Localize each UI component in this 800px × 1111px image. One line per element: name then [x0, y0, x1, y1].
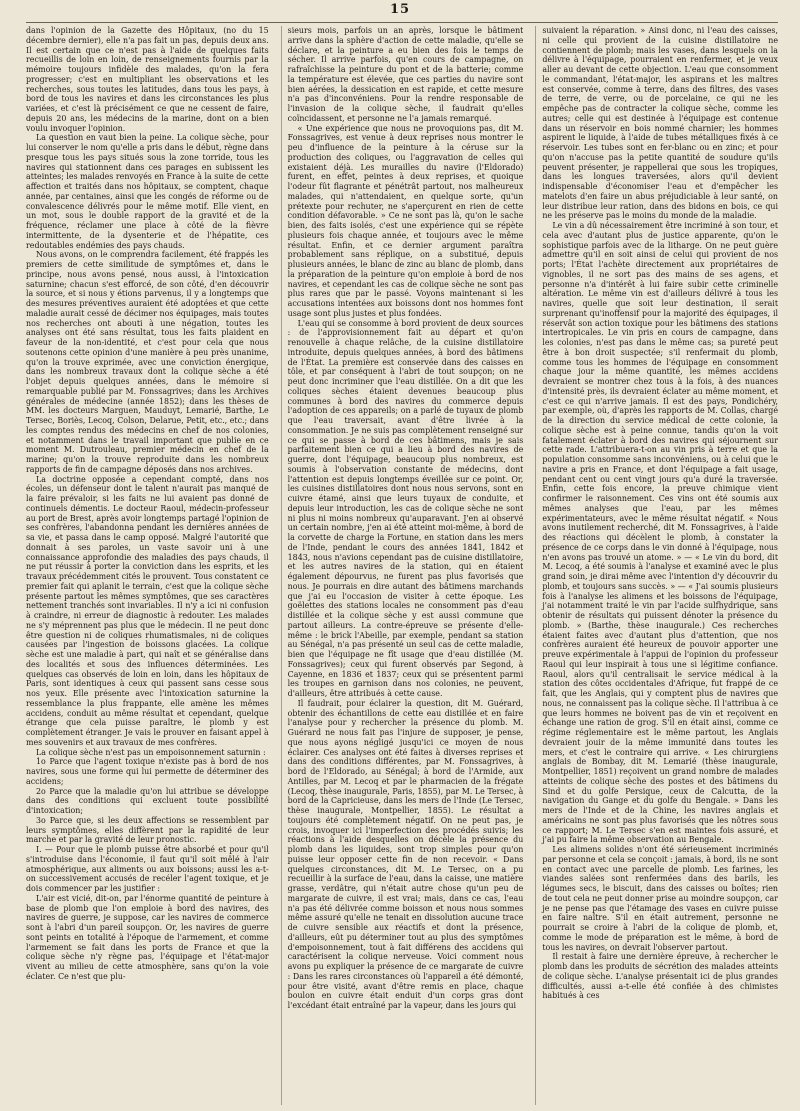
paragraph: L'eau qui se consomme à bord provient de deux sources : de l'approvisionnement fait au départ et qu'on renouvelle à chaque relâche, de la cuisine distillatoire introduite, depuis quelques années, à bord des bâtimens de l'État. La première est conservée dans des caisses en tôle, et par conséquent à l'abri de tout soupçon; on ne peut donc incriminer que l'eau distillée. On a dit que les coliques sèches étaient devenues beaucoup plus communes à bord des navires du commerce depuis l'adoption de ces appareils; on a parlé de tuyaux de plomb que l'eau traversait, avant d'être livrée à la consommation. Je ne suis pas complètement renseigné sur ce qui se passe à bord de ces bâtimens, mais je sais parfaitement bien ce qui a lieu à bord des navires de guerre, dont l'équipage, beaucoup plus nombreux, est soumis à l'observation constante de médecins, dont l'attention est depuis longtemps éveillée sur ce point. Or, les cuisines distillatoires dont nous nous servons, sont en cuivre étamé, ainsi que leurs tuyaux de conduite, et depuis leur introduction, les cas de colique sèche ne sont ni plus ni moins nombreux qu'auparavant. J'en ai observé un certain nombre, j'en ai été atteint moi-même, à bord de la corvette de charge la Fortune, en station dans les mers de l'Inde, pendant le cours des années 1841, 1842 et 1843, nous n'avions cependant pas de cuisine distillatoire, et les autres navires de la station, qui en étaient également dépourvus, ne furent pas plus favorisés que nous. Je pourrais en dire autant des bâtimens marchands que j'ai eu l'occasion de visiter à cette époque. Les goëlettes des stations locales ne consomment pas d'eau distillée et la colique sèche y est aussi commune que partout ailleurs. La contre-épreuve se présente d'elle-même : le brick l'Abeille, par exemple, pendant sa station au Sénégal, n'a pas présenté un seul cas de cette maladie, bien que l'équipage ne fît usage que d'eau distillée (M. Fonssagrives); ceux qui furent observés par Segond, à Cayenne, en 1836 et 1837; ceux qui se présentent parmi les troupes en garnison dans nos colonies, ne peuvent, d'ailleurs, être attribués à cette cause. [287, 318, 524, 698]
paragraph: « Une expérience que nous ne provoquions pas, dit M. Fonssagrives, est venue à deux reprises nous montrer le peu d'influence de la peinture à la céruse sur la production des coliques, ou l'aggravation de celles qui existaient déjà. Les murailles du navire (l'Eldorado) furent, en effet, peintes à deux reprises, et quoique l'odeur fût flagrante et pénétrât partout, nos malheureux malades, qui n'attendaient, en quelque sorte, qu'un prétexte pour rechuter, ne s'aperçurent en rien de cette condition défavorable. » Ce ne sont pas là, qu'on le sache bien, des faits isolés, c'est une expérience qui se répète plusieurs fois chaque année, et toujours avec le même résultat. Enfin, et ce dernier argument paraîtra probablement sans réplique, on a substitué, depuis plusieurs années, le blanc de zinc au blanc de plomb, dans la préparation de la peinture qu'on emploie à bord de nos navires, et cependant les cas de colique sèche ne sont pas plus rares que par le passé. Voyons maintenant si les accusations intentées aux boissons dont nos hommes font usage sont plus justes et plus fondées. [287, 123, 524, 318]
paragraph: 2o Parce que la maladie qu'on lui attribue se développe dans des conditions qui excluent toute possibilité d'intoxication; [26, 786, 269, 815]
paragraph: Il restait à faire une dernière épreuve, à rechercher le plomb dans les produits de sécrétion des malades atteints de colique sèche. L'analyse présentait ici de plus grandes difficultés, aussi a-t-elle été confiée à des chimistes habitués à ces [542, 952, 778, 1001]
paragraph: Il faudrait, pour éclairer la question, dit M. Guérard, obtenir des échantillons de cette eau distillée et en faire l'analyse pour y rechercher la présence du plomb. M. Guérard ne nous fait pas l'injure de supposer, je pense, que nous ayons négligé jusqu'ici ce moyen de nous éclairer. Ces analyses ont été faites à diverses reprises et dans des conditions différentes, par M. Fonssagrives, à bord de l'Eldorado, au Sénégal; à bord de l'Armide, aux Antilles, par M. Lecoq et par le pharmacien de la frégate (Lecoq, thèse inaugurale, Paris, 1855), par M. Le Tersec, à bord de la Capricieuse, dans les mers de l'Inde (Le Tersec, thèse inaugurale, Montpellier, 1855). Le résultat a toujours été complètement négatif. On ne peut pas, je crois, invoquer ici l'imperfection des procédés suivis; les réactions à l'aide desquelles on décèle la présence du plomb dans les liquides, sont trop simples pour qu'on puisse leur opposer cette fin de non recevoir. « Dans quelques circonstances, dit M. Le Tersec, on a pu recueillir à la surface de l'eau, dans la caisse, une matière grasse, verdâtre, qui n'était autre chose qu'un peu de margarate de cuivre, il est vrai; mais, dans ce cas, l'eau n'a pas été délivrée comme boisson et nous nous sommes même assuré qu'elle ne tenait en dissolution aucune trace de cuivre sensible aux réactifs et dont la présence, d'ailleurs, eût pu déterminer tout au plus des symptômes d'empoisonnement, tout à fait différens des accidens qui caractérisent la colique nerveuse. Voici comment nous avons pu expliquer la présence de ce margarate de cuivre : Dans les rares circonstances où l'appareil a été démonté, pour être visité, avant d'être remis en place, chaque boulon en cuivre était enduit d'un corps gras dont l'excédant était entraîné par la vapeur, dans les jours qui [287, 698, 524, 1010]
paragraph: L'air est vicié, dit-on, par l'énorme quantité de peinture à base de plomb que l'on emploie à bord des navires, des navires de guerre, je suppose, car les navires de commerce sont à l'abri d'un pareil soupçon. Or, les navires de guerre sont peints en totalité à l'époque de l'armement, et comme l'armement se fait dans les ports de France et que la colique sèche n'y règne pas, l'équipage et l'état-major vivent au milieu de cette atmosphère, sans qu'on la voie éclater. Ce n'est que plu- [26, 893, 269, 981]
paragraph: suivaient la réparation. » Ainsi donc, ni l'eau des caisses, ni celle qui provient de la cuisine distillatoire ne contiennent de plomb; mais les vases, dans lesquels on la délivre à l'équipage, pourraient en renfermer, et je veux aller au devant de cette objection. L'eau que consomment le commandant, l'état-major, les aspirans et les maîtres est conservée, comme à terre, dans des filtres, des vases de terre, de verre, ou de porcelaine, ce qui ne les empêche pas de contracter la colique sèche, comme les autres; celle qui est destinée à l'équipage est contenue dans un réservoir en bois nommé charnier; les hommes aspirent le liquide, à l'aide de tubes métalliques fixés à ce réservoir. Les tubes sont en fer-blanc ou en zinc; et pour qu'on n'accuse pas la petite quantité de soudure qu'ils peuvent présenter, je rappellerai que sous les tropiques, dans les longues traversées, alors qu'il devient indispensable d'économiser l'eau et d'empêcher les matelots d'en faire un abus préjudiciable à leur santé, on leur distribue leur ration, dans des bidons en bois, ce qui ne les préserve pas le moins du monde de la maladie. [542, 26, 778, 221]
paragraph: Le vin a dû nécessairement être incriminé à son tour, et cela avec d'autant plus de justice apparente, qu'on le sophistique parfois avec de la litharge. On ne peut guère admettre qu'il en soit ainsi de celui qui provient de nos ports; l'État l'achète directement aux propriétaires de vignobles, il ne sort pas des mains de ses agens, et personne n'a d'intérêt à lui faire subir cette criminelle altération. Le même vin est d'ailleurs délivré à tous les navires, quelle que soit leur destination, il serait surprenant qu'inoffensif pour la majorité des équipages, il réservât son action toxique pour les bâtimens des stations intertropicales. Le vin pris en cours de campagne, dans les colonies, n'est pas dans le même cas; sa pureté peut être à bon droit suspectée; s'il renfermait du plomb, comme tous les hommes de l'équipage en consomment chaque jour la même quantité, les mêmes accidens devraient se montrer chez tous à la fois, à des nuances d'intensité près, ils devraient éclater au même moment, et c'est ce qui n'arrive jamais. Il est des pays, Pondichéry, par exemple, où, d'après les rapports de M. Collas, chargé de la direction du service médical de cette colonie, la colique sèche est à peine connue, tandis qu'on la voit fatalement éclater à bord des navires qui séjournent sur cette rade. L'attribuera-t-on au vin pris à terre et que la population consomme sans inconvéniens, ou à celui que le navire a pris en France, et dont l'équipage a fait usage, pendant cent ou cent vingt jours qu'a duré la traversée. Enfin, cette fois encore, la preuve chimique vient confirmer le raisonnement. Ces vins ont été soumis aux mêmes analyses que l'eau, par les mêmes expérimentateurs, avec le même résultat négatif. « Nous avons inutilement recherché, dit M. Fonssagrives, à l'aide des réactions qui décèlent le plomb, à constater la présence de ce corps dans le vin donné à l'équipage, nous n'en avons pas trouvé un atome. » — « Le vin du bord, dit M. Lecoq, a été soumis à l'analyse et examiné avec le plus grand soin, je dirai même avec l'intention d'y découvrir du plomb, et toujours sans succès. » — « J'ai soumis plusieurs fois à l'analyse les alimens et les boissons de l'équipage, j'ai notamment traité le vin par l'acide sulfhydrique, sans obtenir de résultats qui puissent dénoter la présence du plomb. » (Barthe, thèse inaugurale.) Ces recherches étaient faites avec d'autant plus d'attention, que nos confrères auraient été heureux de pouvoir apporter une preuve expérimentale à l'appui de l'opinion du professeur Raoul qui leur inspirait à tous une si légitime confiance. Raoul, alors qu'il centralisait le service médical à la station des côtes occidentales d'Afrique, fut frappé de ce fait, que les Anglais, qui y comptent plus de navires que nous, ne connaissent pas la colique sèche. Il l'attribua à ce que leurs hommes ne boivent pas de vin et reçoivent en échange une ration de grog. S'il en était ainsi, comme ce régime réglementaire est le même partout, les Anglais devraient jouir de la même immunité dans toutes les mers, et c'est le contraire qui arrive. « Les chirurgiens anglais de Bombay, dit M. Lemarié (thèse inaugurale, Montpellier, 1851) reçoivent un grand nombre de malades atteints de colique sèche des postes et des bâtimens du Sind et du golfe Persique, ceux de Calcutta, de la navigation du Gange et du golfe du Bengale. » Dans les mers de l'Inde et de la Chine, les navires anglais et américains ne sont pas plus favorisés que les nôtres sous ce rapport; M. Le Tersec s'en est maintes fois assuré, et j'ai pu faire la même observation au Bengale. [542, 221, 778, 845]
paragraph: La colique sèche n'est pas un empoisonnement saturnin : [36, 747, 266, 757]
column-middle [281, 26, 524, 1105]
paragraph: Les alimens solides n'ont été sérieusement incriminés par personne et cela se conçoit : jamais, à bord, ils ne sont en contact avec une parcelle de plomb. Les farines, les viandes salées sont renfermées dans des barils, les légumes secs, le biscuit, dans des caisses ou boîtes; rien de tout cela ne peut donner prise au moindre soupçon, car je ne pense pas que l'étamage des vases en cuivre puisse en faire naître. S'il en était autrement, personne ne pourrait se croire à l'abri de la colique de plomb, et, comme le mode de préparation est le même, à bord de tous les navires, on devrait l'observer partout. [542, 845, 778, 952]
paragraph: La doctrine opposée a cependant compté, dans nos écoles, un défenseur dont le talent n'aurait pas manqué de la faire prévaloir, si les faits ne lui avaient pas donné de continuels démentis. Le docteur Raoul, médecin-professeur au port de Brest, après avoir longtemps partagé l'opinion de ses confrères, l'abandonna pendant les dernières années de sa vie, et passa dans le camp opposé. Malgré l'autorité que donnait à ses paroles, un vaste savoir uni à une connaissance approfondie des maladies des pays chauds, il ne put réussir à porter la conviction dans les esprits, et les travaux précédemment cités le prouvent. Tous constatent ce premier fait qui aplanit le terrain, c'est que la colique sèche présente partout les mêmes symptômes, que ses caractères nettement tranchés sont invariables. Il n'y a ici ni confusion à craindre, ni erreur de diagnostic à redouter. Les malades ne s'y méprennent pas plus que le médecin. Il ne peut donc être question ni de coliques rhumatismales, ni de coliques causées par l'ingestion de boissons glacées. La colique sèche est une maladie à part, qui naît et se généralise dans des localités et sous des influences déterminées. Les quelques cas observés de loin en loin, dans les hôpitaux de Paris, sont identiques à ceux qui passent sans cesse sous nos yeux. Elle présente avec l'intoxication saturnine la ressemblance la plus frappante, elle amène les mêmes accidens, conduit au même résultat et cependant, quelque étrange que cela puisse paraître, le plomb y est complètement étranger. Je vais le prouver en faisant appel à mes souvenirs et aux travaux de mes confrères. [26, 474, 269, 747]
header-rule [26, 22, 778, 23]
column-left [26, 26, 269, 1105]
page-number: 15 [389, 2, 411, 17]
column-right [535, 26, 778, 1105]
text-columns [26, 26, 778, 1105]
paragraph: Nous avons, on le comprendra facilement, été frappés les premiers de cette similitude de symptômes et, dans le principe, nous avons pensé, nous aussi, à l'intoxication saturnine; chacun s'est efforcé, de son côté, d'en découvrir la source, et si nous y étions parvenus, il y a longtemps que des mesures préventives auraient été adoptées et que cette maladie aurait cessé de décimer nos équipages, mais toutes nos recherches ont abouti à une négation, toutes les analyses ont été sans résultat, tous les faits plaident en faveur de la non-identité, et c'est pour cela que nous soutenons cette opinion d'une manière à peu près unanime, qu'on la trouve exprimée, avec une conviction énergique, dans les nombreux travaux dont la colique sèche a été l'objet depuis quelques années, dans le mémoire si remarquable publié par M. Fonssagrives; dans les Archives générales de médecine (année 1852); dans les thèses de MM. les docteurs Marguen, Mauduyt, Lemarié, Barthe, Le Tersec, Boriès, Lecoq, Colson, Delarue, Petit, etc., etc.; dans les comptes rendus des médecins en chef de nos colonies, et notamment dans le travail important que publie en ce moment M. Dutrouleau, premier médecin en chef de la marine; qu'on la trouve reproduite dans les nombreux rapports de fin de campagne déposés dans nos archives. [26, 250, 269, 474]
paragraph: dans l'opinion de la Gazette des Hôpitaux, (no du 15 décembre dernier), elle n'a pas fait un pas, depuis deux ans. Il est certain que ce n'est pas à l'aide de quelques faits recueillis de loin en loin, de renseignements fournis par la mémoire toujours infidèle des malades, qu'on la fera progresser; c'est en multipliant les observations et les recherches, sous toutes les latitudes, dans tous les pays, à bord de tous les navires et dans les circonstances les plus variées, et c'est là précisément ce que ne cessent de faire, depuis 20 ans, les médecins de la marine, dont on a bien voulu invoquer l'opinion. [26, 26, 269, 133]
paragraph: 1o Parce que l'agent toxique n'existe pas à bord de nos navires, sous une forme qui lui permette de déterminer des accidens; [26, 757, 269, 786]
paragraph: sieurs mois, parfois un an après, lorsque le bâtiment arrive dans la sphère d'action de cette maladie, qu'elle se déclare, et la peinture a eu bien des fois le temps de sécher. Il arrive parfois, qu'en cours de campagne, on rafraîchisse la peinture du pont et de la batterie; comme la température est élevée, que ces parties du navire sont bien aérées, la dessication en est rapide, et cette mesure n'a pas d'inconvéniens. Pour la rendre responsable de l'invasion de la colique sèche, il faudrait qu'elles coïncidassent, et personne ne l'a jamais remarqué. [287, 26, 524, 123]
paragraph: 3o Parce que, si les deux affections se ressemblent par leurs symptômes, elles diffèrent par la rapidité de leur marche et par la gravité de leur pronostic. [26, 815, 269, 845]
page-header [0, 2, 800, 26]
paragraph: La question en vaut bien la peine. La colique sèche, pour lui conserver le nom qu'elle a pris dans le début, règne dans presque tous les pays situés sous la zone torride, tous les navires qui stationnent dans ces parages en subissent les atteintes; les malades renvoyés en France à la suite de cette affection et traités dans nos hôpitaux, se comptent, chaque année, par centaines, ainsi que les congés de réforme ou de convalescence délivrés pour le même motif. Elle vient, en un mot, sous le double rapport de la gravité et de la fréquence, réclamer une place à côté de la fièvre intermittente, de la dysenterie et de l'hépatite, ces redoutables endémies des pays chauds. [26, 133, 269, 250]
paragraph: I. — Pour que le plomb puisse être absorbé et pour qu'il s'introduise dans l'économie, il faut qu'il soit mêlé à l'air atmosphérique, aux aliments ou aux boissons; aussi les a-t-on successivement accusés de recéler l'agent toxique, et je dois commencer par les justifier : [26, 845, 269, 893]
